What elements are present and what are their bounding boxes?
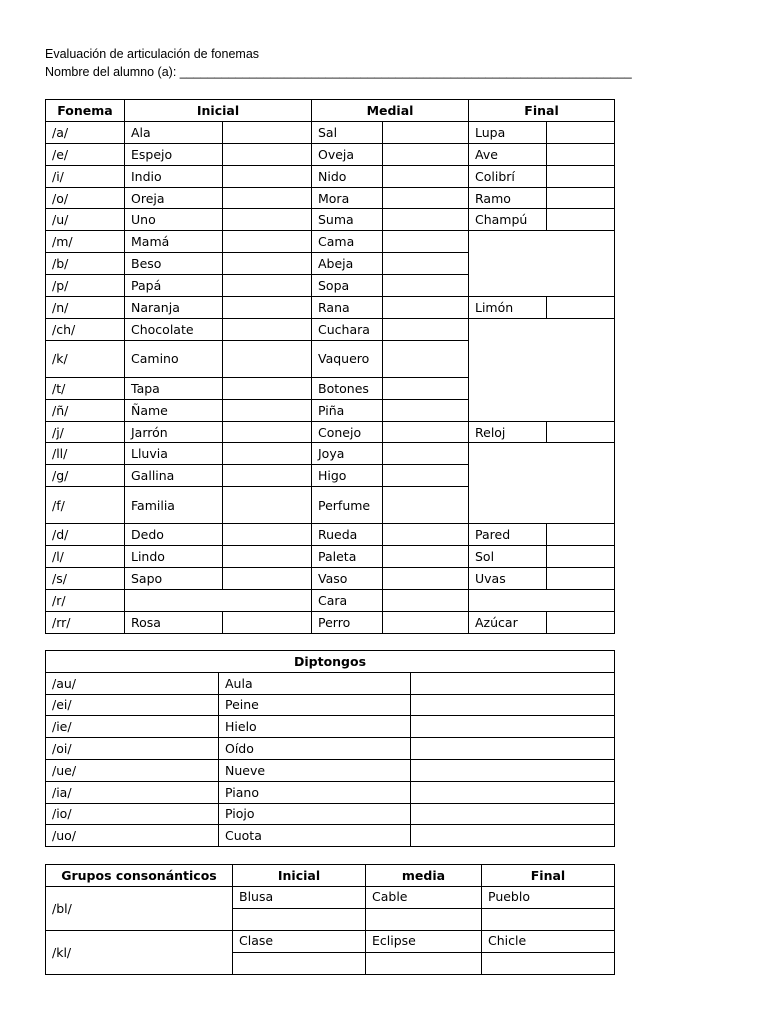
medial-answer-cell[interactable] (383, 611, 469, 633)
medial-word-cell: Suma (312, 209, 383, 231)
medial-word-cell: Vaquero (312, 340, 383, 377)
inicial-word-cell: Rosa (125, 611, 223, 633)
diptongo-cell: /ue/ (46, 759, 219, 781)
diptongo-cell: /io/ (46, 803, 219, 825)
inicial-word-cell: Lindo (125, 546, 223, 568)
medial-word-cell: Rueda (312, 524, 383, 546)
table-row (46, 759, 615, 781)
table-row (46, 121, 615, 143)
inicial-answer-cell[interactable] (223, 465, 312, 487)
inicial-answer-cell[interactable] (223, 253, 312, 275)
inicial-word-cell: Tapa (125, 377, 223, 399)
inicial-answer-cell[interactable] (223, 421, 312, 443)
inicial-word-cell: Naranja (125, 297, 223, 319)
diptongo-answer-cell[interactable] (411, 825, 615, 847)
final-answer-cell[interactable] (547, 187, 615, 209)
inicial-word-cell: Oreja (125, 187, 223, 209)
table-row (46, 694, 615, 716)
final-word-cell: Azúcar (469, 611, 547, 633)
header-fonema: Fonema (46, 100, 125, 122)
fonema-cell: /u/ (46, 209, 125, 231)
final-empty-cell (469, 318, 615, 421)
fonema-cell: /l/ (46, 546, 125, 568)
inicial-answer-cell[interactable] (223, 165, 312, 187)
medial-word-cell: Rana (312, 297, 383, 319)
header-media: media (366, 865, 482, 887)
fonema-cell: /s/ (46, 568, 125, 590)
diptongo-cell: /oi/ (46, 738, 219, 760)
diptongo-answer-cell[interactable] (411, 803, 615, 825)
inicial-answer-cell[interactable] (223, 209, 312, 231)
medial-word-cell: Abeja (312, 253, 383, 275)
inicial-answer-cell[interactable] (223, 275, 312, 297)
final-word-cell: Champú (469, 209, 547, 231)
medial-answer-cell[interactable] (383, 187, 469, 209)
diptongo-word-cell: Hielo (219, 716, 411, 738)
inicial-word-cell: Familia (125, 487, 223, 524)
fonema-cell: /d/ (46, 524, 125, 546)
grupos-consonanticos-table (45, 864, 615, 975)
final-empty-cell (469, 589, 615, 611)
medial-answer-cell[interactable] (383, 340, 469, 377)
inicial-answer-cell[interactable] (223, 443, 312, 465)
final-word-cell: Chicle (482, 931, 615, 953)
media-answer-cell[interactable] (366, 953, 482, 975)
header-inicial: Inicial (233, 865, 366, 887)
final-word-cell: Ramo (469, 187, 547, 209)
inicial-answer-cell[interactable] (223, 377, 312, 399)
fonema-cell: /m/ (46, 231, 125, 253)
table-row (46, 738, 615, 760)
table-row (46, 716, 615, 738)
medial-answer-cell[interactable] (383, 165, 469, 187)
table-row (46, 209, 615, 231)
diptongo-word-cell: Aula (219, 672, 411, 694)
fonema-cell: /ñ/ (46, 399, 125, 421)
medial-answer-cell[interactable] (383, 568, 469, 590)
medial-answer-cell[interactable] (383, 421, 469, 443)
final-answer-cell[interactable] (547, 611, 615, 633)
fonema-cell: /g/ (46, 465, 125, 487)
table-row (46, 825, 615, 847)
medial-word-cell: Conejo (312, 421, 383, 443)
diptongo-cell: /uo/ (46, 825, 219, 847)
inicial-word-cell: Ñame (125, 399, 223, 421)
diptongo-answer-cell[interactable] (411, 716, 615, 738)
final-empty-cell (469, 443, 615, 524)
table-row (46, 803, 615, 825)
inicial-answer-cell[interactable] (223, 568, 312, 590)
inicial-word-cell: Papá (125, 275, 223, 297)
fonemas-table (45, 99, 615, 634)
header-inicial: Inicial (125, 100, 312, 122)
medial-answer-cell[interactable] (383, 121, 469, 143)
inicial-answer-cell[interactable] (223, 297, 312, 319)
medial-answer-cell[interactable] (383, 209, 469, 231)
table-row (46, 165, 615, 187)
student-name-field[interactable]: Nombre del alumno (a): _________________________________________________________________ (45, 65, 632, 79)
medial-word-cell: Joya (312, 443, 383, 465)
inicial-word-cell: Indio (125, 165, 223, 187)
medial-answer-cell[interactable] (383, 318, 469, 340)
medial-answer-cell[interactable] (383, 589, 469, 611)
inicial-word-cell: Sapo (125, 568, 223, 590)
final-answer-cell[interactable] (547, 568, 615, 590)
final-word-cell: Colibrí (469, 165, 547, 187)
inicial-word-cell: Jarrón (125, 421, 223, 443)
diptongo-word-cell: Cuota (219, 825, 411, 847)
table-row (46, 231, 615, 253)
fonema-cell: /t/ (46, 377, 125, 399)
inicial-answer-cell[interactable] (223, 187, 312, 209)
medial-answer-cell[interactable] (383, 399, 469, 421)
inicial-word-cell: Uno (125, 209, 223, 231)
medial-answer-cell[interactable] (383, 377, 469, 399)
fonema-cell: /n/ (46, 297, 125, 319)
table-row (46, 297, 615, 319)
final-word-cell: Pared (469, 524, 547, 546)
diptongo-cell: /au/ (46, 672, 219, 694)
medial-word-cell: Paleta (312, 546, 383, 568)
final-word-cell: Ave (469, 143, 547, 165)
inicial-answer-cell[interactable] (223, 546, 312, 568)
medial-answer-cell[interactable] (383, 253, 469, 275)
table-row (46, 568, 615, 590)
grupo-cell: /kl/ (46, 931, 233, 975)
inicial-word-cell: Gallina (125, 465, 223, 487)
final-word-cell: Pueblo (482, 887, 615, 909)
inicial-answer-cell[interactable] (223, 318, 312, 340)
medial-word-cell: Sopa (312, 275, 383, 297)
fonema-cell: /a/ (46, 121, 125, 143)
diptongo-word-cell: Peine (219, 694, 411, 716)
fonema-cell: /e/ (46, 143, 125, 165)
inicial-answer-cell[interactable] (223, 340, 312, 377)
table-row (46, 672, 615, 694)
medial-answer-cell[interactable] (383, 143, 469, 165)
table-row (46, 546, 615, 568)
fonema-cell: /j/ (46, 421, 125, 443)
diptongo-cell: /ie/ (46, 716, 219, 738)
inicial-answer-cell[interactable] (223, 121, 312, 143)
table-header-row (46, 865, 615, 887)
medial-answer-cell[interactable] (383, 524, 469, 546)
diptongo-answer-cell[interactable] (411, 759, 615, 781)
diptongo-answer-cell[interactable] (411, 738, 615, 760)
fonema-cell: /p/ (46, 275, 125, 297)
medial-word-cell: Vaso (312, 568, 383, 590)
inicial-word-cell: Camino (125, 340, 223, 377)
final-word-cell: Sol (469, 546, 547, 568)
diptongo-answer-cell[interactable] (411, 672, 615, 694)
final-word-cell: Uvas (469, 568, 547, 590)
final-word-cell: Reloj (469, 421, 547, 443)
final-answer-cell[interactable] (547, 524, 615, 546)
inicial-answer-cell[interactable] (223, 231, 312, 253)
inicial-word-cell: Clase (233, 931, 366, 953)
inicial-word-cell: Beso (125, 253, 223, 275)
diptongo-word-cell: Oído (219, 738, 411, 760)
fonema-cell: /o/ (46, 187, 125, 209)
final-answer-cell[interactable] (547, 121, 615, 143)
medial-word-cell: Oveja (312, 143, 383, 165)
fonema-cell: /ll/ (46, 443, 125, 465)
document-header (45, 45, 645, 81)
table-row (46, 318, 615, 340)
table-row (46, 887, 615, 909)
medial-answer-cell[interactable] (383, 487, 469, 524)
table-header-row (46, 651, 615, 673)
final-answer-cell[interactable] (547, 421, 615, 443)
inicial-word-cell: Lluvia (125, 443, 223, 465)
diptongo-answer-cell[interactable] (411, 781, 615, 803)
header-final: Final (469, 100, 615, 122)
medial-word-cell: Mora (312, 187, 383, 209)
table-row (46, 931, 615, 953)
final-answer-cell[interactable] (482, 953, 615, 975)
medial-word-cell: Perfume (312, 487, 383, 524)
fonema-cell: /rr/ (46, 611, 125, 633)
final-word-cell: Limón (469, 297, 547, 319)
final-answer-cell[interactable] (482, 909, 615, 931)
fonema-cell: /b/ (46, 253, 125, 275)
table-row (46, 421, 615, 443)
grupo-cell: /bl/ (46, 887, 233, 931)
table-row (46, 443, 615, 465)
inicial-answer-cell[interactable] (223, 143, 312, 165)
final-answer-cell[interactable] (547, 297, 615, 319)
media-answer-cell[interactable] (366, 909, 482, 931)
fonema-cell: /r/ (46, 589, 125, 611)
diptongo-word-cell: Piojo (219, 803, 411, 825)
medial-answer-cell[interactable] (383, 297, 469, 319)
final-answer-cell[interactable] (547, 143, 615, 165)
inicial-word-cell: Dedo (125, 524, 223, 546)
diptongos-title: Diptongos (46, 651, 615, 673)
table-row (46, 143, 615, 165)
medial-answer-cell[interactable] (383, 546, 469, 568)
fonema-cell: /ch/ (46, 318, 125, 340)
medial-word-cell: Sal (312, 121, 383, 143)
diptongo-answer-cell[interactable] (411, 694, 615, 716)
inicial-word-cell: Mamá (125, 231, 223, 253)
table-row (46, 187, 615, 209)
medial-word-cell: Nido (312, 165, 383, 187)
document-title: Evaluación de articulación de fonemas (45, 47, 260, 61)
inicial-word-cell: Chocolate (125, 318, 223, 340)
media-word-cell: Cable (366, 887, 482, 909)
medial-word-cell: Botones (312, 377, 383, 399)
inicial-empty-cell (125, 589, 312, 611)
final-empty-cell (469, 231, 615, 297)
media-word-cell: Eclipse (366, 931, 482, 953)
medial-word-cell: Perro (312, 611, 383, 633)
diptongos-table (45, 650, 615, 847)
final-word-cell: Lupa (469, 121, 547, 143)
inicial-answer-cell[interactable] (223, 611, 312, 633)
inicial-answer-cell[interactable] (233, 909, 366, 931)
medial-word-cell: Cama (312, 231, 383, 253)
table-header-row (46, 100, 615, 122)
header-grupos: Grupos consonánticos (46, 865, 233, 887)
medial-answer-cell[interactable] (383, 231, 469, 253)
inicial-answer-cell[interactable] (233, 953, 366, 975)
final-answer-cell[interactable] (547, 546, 615, 568)
medial-answer-cell[interactable] (383, 443, 469, 465)
final-answer-cell[interactable] (547, 209, 615, 231)
medial-word-cell: Cara (312, 589, 383, 611)
medial-word-cell: Higo (312, 465, 383, 487)
table-row (46, 611, 615, 633)
inicial-answer-cell[interactable] (223, 399, 312, 421)
medial-answer-cell[interactable] (383, 465, 469, 487)
diptongo-word-cell: Piano (219, 781, 411, 803)
fonema-cell: /k/ (46, 340, 125, 377)
diptongo-cell: /ei/ (46, 694, 219, 716)
inicial-word-cell: Espejo (125, 143, 223, 165)
diptongo-word-cell: Nueve (219, 759, 411, 781)
inicial-answer-cell[interactable] (223, 524, 312, 546)
medial-word-cell: Piña (312, 399, 383, 421)
fonema-cell: /f/ (46, 487, 125, 524)
fonema-cell: /i/ (46, 165, 125, 187)
diptongo-cell: /ia/ (46, 781, 219, 803)
medial-answer-cell[interactable] (383, 275, 469, 297)
inicial-word-cell: Blusa (233, 887, 366, 909)
inicial-word-cell: Ala (125, 121, 223, 143)
inicial-answer-cell[interactable] (223, 487, 312, 524)
table-row (46, 781, 615, 803)
header-final: Final (482, 865, 615, 887)
final-answer-cell[interactable] (547, 165, 615, 187)
medial-word-cell: Cuchara (312, 318, 383, 340)
header-medial: Medial (312, 100, 469, 122)
table-row (46, 589, 615, 611)
table-row (46, 524, 615, 546)
